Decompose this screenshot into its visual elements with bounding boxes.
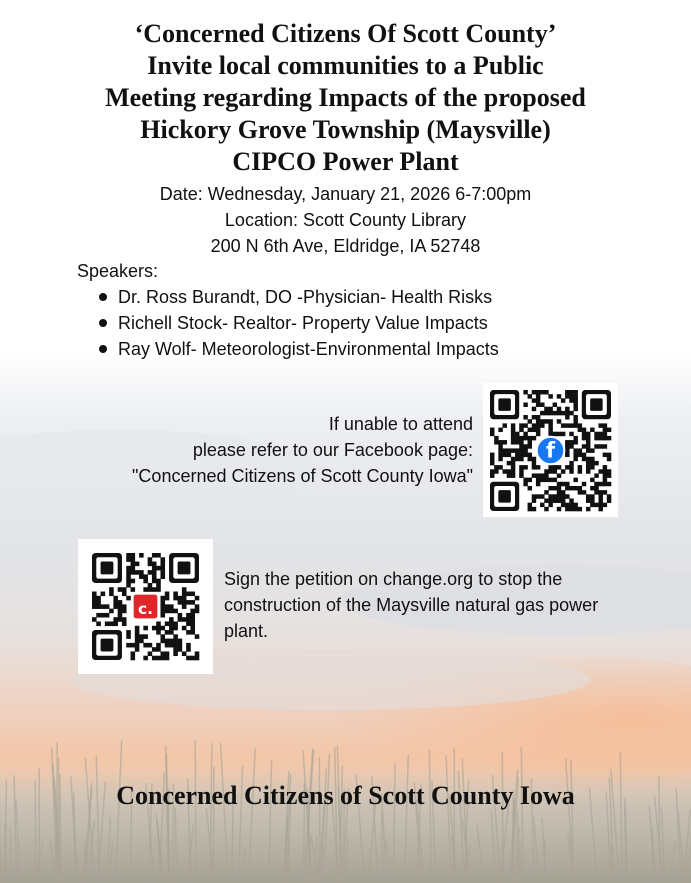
speaker-list [95, 284, 499, 362]
petition-qr-code[interactable] [78, 539, 213, 674]
facebook-note-line: please refer to our Facebook page: [192, 440, 473, 460]
event-details [0, 181, 691, 259]
svg-text:c.: c. [138, 599, 153, 618]
title-line: ‘Concerned Citizens Of Scott County’ [134, 19, 557, 48]
speaker-item: Ray Wolf- Meteorologist-Environmental Impacts [95, 336, 499, 362]
svg-text:f: f [545, 438, 556, 463]
footer-organization-name: Concerned Citizens of Scott County Iowa [116, 781, 575, 810]
page-title [0, 18, 691, 178]
title-line: Invite local communities to a Public [147, 51, 544, 80]
facebook-qr-code[interactable] [483, 383, 618, 517]
title-line: Hickory Grove Township (Maysville) [140, 115, 551, 144]
petition-text: Sign the petition on change.org to stop the construction of the Maysville natural gas power plant. [224, 569, 599, 641]
facebook-note-line: If unable to attend [328, 414, 473, 434]
event-date: Date: Wednesday, January 21, 2026 6-7:00pm [159, 184, 532, 204]
event-address: 200 N 6th Ave, Eldridge, IA 52748 [210, 236, 481, 256]
title-line: CIPCO Power Plant [232, 147, 459, 176]
facebook-page-name: "Concerned Citizens of Scott County Iowa" [132, 466, 473, 486]
speaker-item: Dr. Ross Burandt, DO -Physician- Health Risks [95, 284, 499, 310]
event-location: Location: Scott County Library [224, 210, 467, 230]
title-line: Meeting regarding Impacts of the proposed [105, 83, 586, 112]
speakers-heading: Speakers: [77, 261, 159, 281]
facebook-note [132, 411, 473, 489]
speaker-item: Richell Stock- Realtor- Property Value Impacts [95, 310, 499, 336]
